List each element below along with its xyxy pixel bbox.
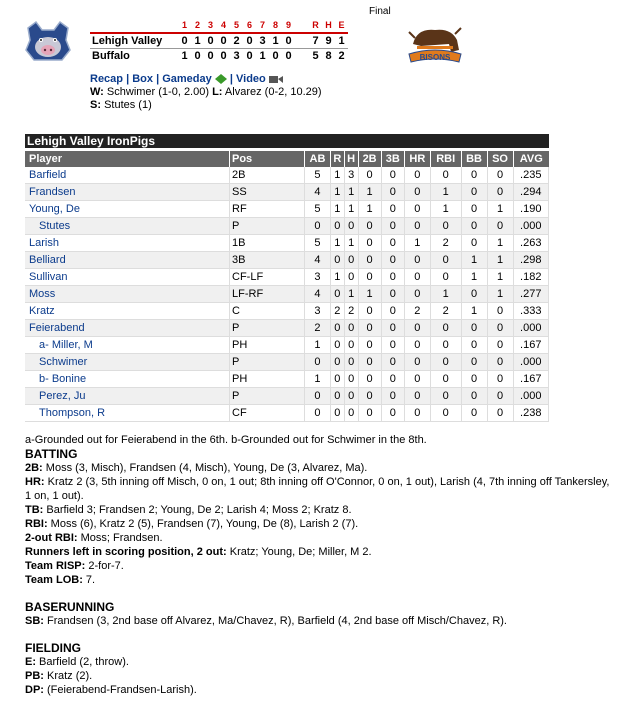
stat-cell: 0	[431, 354, 462, 371]
stat-cell: 0	[488, 354, 514, 371]
stat-cell: 1	[488, 286, 514, 303]
stat-cell: 5	[305, 201, 331, 218]
player-pos: P	[230, 354, 305, 371]
stat-cell: 2	[431, 235, 462, 252]
table-row	[25, 201, 549, 218]
stat-cell: 0	[405, 269, 431, 286]
stat-cell: 0	[382, 269, 405, 286]
stat-cell: 0	[405, 218, 431, 235]
stat-cell: 0	[382, 405, 405, 422]
stat-cell: 0	[488, 303, 514, 320]
stat-cell: 4	[305, 286, 331, 303]
stat-cell: 0	[345, 269, 359, 286]
table-row	[25, 337, 549, 354]
stat-cell: 0	[462, 405, 488, 422]
stat-cell: 0	[462, 286, 488, 303]
player-pos: 2B	[230, 167, 305, 184]
player-pos: 3B	[230, 252, 305, 269]
stat-cell: 0	[382, 286, 405, 303]
stat-cell: 1	[488, 235, 514, 252]
stat-cell: 1	[331, 235, 345, 252]
table-row	[25, 405, 549, 422]
batting-table	[25, 151, 549, 422]
stat-cell: 5	[305, 235, 331, 252]
stat-cell: 0	[431, 405, 462, 422]
stat-cell: 3	[345, 167, 359, 184]
stat-cell: 0	[405, 184, 431, 201]
stat-cell: 1	[488, 269, 514, 286]
stat-cell: 0	[382, 235, 405, 252]
stat-cell: 1	[345, 184, 359, 201]
player-name[interactable]: Sullivan	[25, 269, 230, 286]
stat-cell: 1	[345, 286, 359, 303]
stat-cell: 1	[345, 201, 359, 218]
stat-cell: 0	[345, 371, 359, 388]
stat-cell: 1	[305, 371, 331, 388]
game-links: Recap | Box | Gameday | Video	[90, 73, 283, 85]
stat-cell: 0	[359, 354, 382, 371]
video-link[interactable]: Video	[236, 73, 266, 85]
stat-cell: .238	[514, 405, 549, 422]
stat-cell: 0	[405, 252, 431, 269]
player-name[interactable]: Belliard	[25, 252, 230, 269]
stat-cell: 1	[345, 235, 359, 252]
stat-cell: 1	[331, 269, 345, 286]
stat-cell: 0	[405, 201, 431, 218]
player-name[interactable]: Larish	[25, 235, 230, 252]
stat-cell: .263	[514, 235, 549, 252]
stat-cell: 2	[345, 303, 359, 320]
stat-cell: .277	[514, 286, 549, 303]
table-row	[25, 218, 549, 235]
player-name[interactable]: Thompson, R	[25, 405, 230, 422]
stat-cell: 0	[431, 218, 462, 235]
player-name[interactable]: b- Bonine	[25, 371, 230, 388]
stat-cell: 1	[405, 235, 431, 252]
batting-note: 2-out RBI: Moss; Frandsen.	[25, 532, 163, 544]
stat-cell: 0	[345, 405, 359, 422]
ironpigs-logo	[22, 20, 74, 64]
stat-cell: 0	[382, 337, 405, 354]
stat-cell: 0	[359, 252, 382, 269]
stat-cell: .298	[514, 252, 549, 269]
stat-cell: 0	[462, 354, 488, 371]
stat-cell: 0	[305, 218, 331, 235]
stat-cell: 0	[405, 371, 431, 388]
stat-cell: 0	[488, 184, 514, 201]
stat-cell: 0	[382, 167, 405, 184]
player-name[interactable]: Moss	[25, 286, 230, 303]
stat-cell: 1	[359, 286, 382, 303]
stat-cell: 0	[462, 184, 488, 201]
stat-cell: 0	[382, 388, 405, 405]
stat-cell: 0	[305, 354, 331, 371]
stat-cell: 0	[382, 201, 405, 218]
table-row	[25, 354, 549, 371]
stat-cell: 0	[405, 354, 431, 371]
stat-cell: 0	[462, 218, 488, 235]
stat-cell: 3	[305, 303, 331, 320]
stat-cell: 0	[382, 320, 405, 337]
stat-cell: 0	[345, 337, 359, 354]
stat-cell: 0	[405, 405, 431, 422]
stat-cell: 0	[462, 167, 488, 184]
table-row	[25, 235, 549, 252]
stat-cell: 0	[331, 320, 345, 337]
stat-cell: .167	[514, 337, 549, 354]
stat-cell: 0	[431, 269, 462, 286]
stat-cell: 1	[488, 201, 514, 218]
player-name[interactable]: a- Miller, M	[25, 337, 230, 354]
stat-cell: .235	[514, 167, 549, 184]
stat-cell: 0	[305, 405, 331, 422]
stat-cell: 1	[462, 269, 488, 286]
stat-cell: 2	[331, 303, 345, 320]
stat-cell: 0	[345, 218, 359, 235]
fielding-note: PB: Kratz (2).	[25, 670, 93, 682]
stat-cell: 1	[462, 252, 488, 269]
stat-cell: 1	[431, 184, 462, 201]
player-name[interactable]: Barfield	[25, 167, 230, 184]
losing-pitcher: Alvarez (0-2, 10.29)	[224, 86, 322, 98]
stat-cell: .294	[514, 184, 549, 201]
stat-cell: 0	[405, 337, 431, 354]
stat-cell: 0	[488, 337, 514, 354]
stat-cell: 0	[331, 286, 345, 303]
player-pos: PH	[230, 371, 305, 388]
stat-cell: 0	[462, 320, 488, 337]
stat-cell: 0	[359, 218, 382, 235]
player-pos: P	[230, 218, 305, 235]
stat-cell: .182	[514, 269, 549, 286]
stat-cell: 1	[359, 201, 382, 218]
player-pos: 1B	[230, 235, 305, 252]
team-header: Lehigh Valley IronPigs	[25, 134, 549, 148]
stat-cell: 0	[488, 218, 514, 235]
stat-cell: 0	[359, 167, 382, 184]
save-pitcher: Stutes (1)	[104, 99, 152, 111]
stat-cell: 0	[359, 371, 382, 388]
stat-cell: 0	[405, 286, 431, 303]
stat-cell: 5	[305, 167, 331, 184]
stat-cell: 0	[359, 320, 382, 337]
stat-cell: 0	[331, 354, 345, 371]
linescore	[90, 18, 348, 63]
batting-note: Runners left in scoring position, 2 out: Kratz; Young, De; Miller, M 2.	[25, 546, 372, 558]
batting-note: HR: Kratz 2 (3, 5th inning off Misch, 0 on, 1 out; 8th inning off O'Connor, 0 on, 1 out), Larish (4, 7th inning off Tankersley, 1 on, 1 out).	[25, 476, 610, 502]
batting-note: RBI: Moss (6), Kratz 2 (5), Frandsen (7), Young, De (8), Larish 2 (7).	[25, 518, 359, 530]
stat-cell: 1	[488, 252, 514, 269]
winning-pitcher: Schwimer (1-0, 2.00)	[106, 86, 210, 98]
stat-cell: 4	[305, 184, 331, 201]
table-row	[25, 303, 549, 320]
table-row	[25, 167, 549, 184]
footnote: a-Grounded out for Feierabend in the 6th. b-Grounded out for Schwimer in the 8th.	[25, 434, 427, 446]
stat-cell: .167	[514, 371, 549, 388]
stat-cell: 1	[331, 201, 345, 218]
stat-cell: 0	[331, 405, 345, 422]
stat-cell: 1	[331, 167, 345, 184]
stat-cell: 1	[431, 201, 462, 218]
batting-title: BATTING	[25, 447, 78, 461]
stat-cell: 0	[359, 388, 382, 405]
stat-cell: 0	[431, 252, 462, 269]
table-header-row: Player Pos AB R H 2B 3B HR RBI BB SO AVG	[25, 151, 549, 167]
stat-cell: 0	[431, 167, 462, 184]
batting-note: Team RISP: 2-for-7.	[25, 560, 124, 572]
stat-cell: 0	[488, 167, 514, 184]
player-name[interactable]: Frandsen	[25, 184, 230, 201]
table-row	[25, 286, 549, 303]
stat-cell: 0	[359, 405, 382, 422]
stat-cell: .333	[514, 303, 549, 320]
fielding-note: E: Barfield (2, throw).	[25, 656, 129, 668]
player-name[interactable]: Perez, Ju	[25, 388, 230, 405]
gameday-link[interactable]: Gameday	[162, 73, 212, 85]
stat-cell: 0	[345, 388, 359, 405]
stat-cell: 0	[431, 371, 462, 388]
player-pos: RF	[230, 201, 305, 218]
baserunning-note: SB: Frandsen (3, 2nd base off Alvarez, Ma/Chavez, R), Barfield (4, 2nd base off Misch/Chavez, R).	[25, 615, 507, 627]
stat-cell: 1	[305, 337, 331, 354]
stat-cell: 0	[331, 371, 345, 388]
fielding-title: FIELDING	[25, 641, 81, 655]
stat-cell: 0	[331, 218, 345, 235]
stat-cell: 0	[431, 337, 462, 354]
stat-cell: 0	[382, 354, 405, 371]
stat-cell: 0	[488, 371, 514, 388]
stat-cell: 0	[382, 184, 405, 201]
player-pos: P	[230, 320, 305, 337]
stat-cell: .190	[514, 201, 549, 218]
stat-cell: 1	[431, 286, 462, 303]
batting-note: TB: Barfield 3; Frandsen 2; Young, De 2; Larish 4; Moss 2; Kratz 8.	[25, 504, 352, 516]
stat-cell: 2	[431, 303, 462, 320]
player-pos: SS	[230, 184, 305, 201]
pitcher-decisions: W: Schwimer (1-0, 2.00) L: Alvarez (0-2, 10.29) S: Stutes (1)	[90, 86, 322, 111]
stat-cell: .000	[514, 388, 549, 405]
stat-cell: 0	[462, 371, 488, 388]
stat-cell: 1	[359, 184, 382, 201]
game-notes	[25, 433, 615, 697]
stat-cell: 0	[382, 371, 405, 388]
svg-text:BISONS: BISONS	[419, 53, 451, 62]
stat-cell: 0	[331, 388, 345, 405]
player-pos: PH	[230, 337, 305, 354]
stat-cell: 0	[359, 337, 382, 354]
game-status: Final	[369, 6, 391, 17]
player-name[interactable]: Young, De	[25, 201, 230, 218]
player-pos: CF-LF	[230, 269, 305, 286]
stat-cell: 1	[331, 184, 345, 201]
player-name[interactable]: Feierabend	[25, 320, 230, 337]
stat-cell: .000	[514, 218, 549, 235]
table-row	[25, 371, 549, 388]
linescore-team-home: Buffalo 1 0 0 0 3 0 1 0 0 5 8 2	[90, 49, 348, 64]
stat-cell: .000	[514, 354, 549, 371]
stat-cell: 2	[305, 320, 331, 337]
stat-cell: 0	[431, 320, 462, 337]
stat-cell: 0	[488, 320, 514, 337]
stat-cell: 0	[359, 303, 382, 320]
stat-cell: 0	[488, 405, 514, 422]
stat-cell: 0	[359, 269, 382, 286]
stat-cell: 0	[345, 252, 359, 269]
stat-cell: 0	[345, 320, 359, 337]
player-pos: P	[230, 388, 305, 405]
batting-note: 2B: Moss (3, Misch), Frandsen (4, Misch), Young, De (3, Alvarez, Ma).	[25, 462, 368, 474]
baserunning-title: BASERUNNING	[25, 600, 115, 614]
stat-cell: .000	[514, 320, 549, 337]
stat-cell: 0	[462, 201, 488, 218]
diamond-icon[interactable]	[215, 74, 227, 84]
stat-cell: 0	[382, 303, 405, 320]
stat-cell: 0	[462, 388, 488, 405]
table-row	[25, 184, 549, 201]
stat-cell: 4	[305, 252, 331, 269]
stat-cell: 0	[405, 388, 431, 405]
bisons-logo	[405, 22, 465, 66]
player-pos: CF	[230, 405, 305, 422]
stat-cell: 0	[462, 235, 488, 252]
player-name[interactable]: Kratz	[25, 303, 230, 320]
stat-cell: 0	[345, 354, 359, 371]
batting-note: Team LOB: 7.	[25, 574, 96, 586]
table-row	[25, 320, 549, 337]
table-row	[25, 269, 549, 286]
linescore-header: 1 2 3 4 5 6 7 8 9 R H E	[90, 18, 348, 33]
stat-cell: 3	[305, 269, 331, 286]
stat-cell: 0	[331, 252, 345, 269]
fielding-note: DP: (Feierabend-Frandsen-Larish).	[25, 684, 197, 696]
stat-cell: 0	[331, 337, 345, 354]
stat-cell: 1	[462, 303, 488, 320]
video-camera-icon[interactable]	[269, 75, 283, 84]
table-row	[25, 252, 549, 269]
stat-cell: 0	[405, 167, 431, 184]
table-row	[25, 388, 549, 405]
stat-cell: 0	[405, 320, 431, 337]
stat-cell: 0	[382, 252, 405, 269]
stat-cell: 0	[359, 235, 382, 252]
box-link[interactable]: Box	[132, 73, 154, 85]
stat-cell: 2	[405, 303, 431, 320]
stat-cell: 0	[488, 388, 514, 405]
stat-cell: 0	[382, 218, 405, 235]
player-pos: LF-RF	[230, 286, 305, 303]
recap-link[interactable]: Recap	[90, 73, 124, 85]
stat-cell: 0	[462, 337, 488, 354]
stat-cell: 0	[305, 388, 331, 405]
stat-cell: 0	[431, 388, 462, 405]
player-pos: C	[230, 303, 305, 320]
player-name[interactable]: Stutes	[25, 218, 230, 235]
player-name[interactable]: Schwimer	[25, 354, 230, 371]
linescore-team-away: Lehigh Valley 0 1 0 0 2 0 3 1 0 7 9 1	[92, 35, 345, 47]
